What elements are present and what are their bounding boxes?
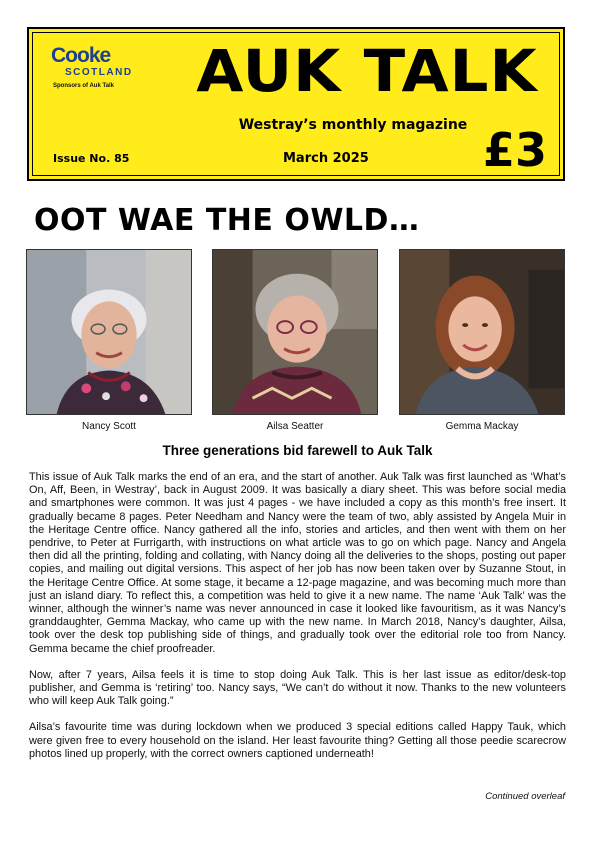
portrait-image [213, 250, 377, 414]
issue-date: March 2025 [283, 151, 369, 166]
article-paragraph: Now, after 7 years, Ailsa feels it is time to stop doing Auk Talk. This is her last issue as editor/desk-top publisher, and Gemma is ‘retiring’ too. Nancy says, “We can’t do without it now. Thanks to the new volunteers who will keep Auk Talk going.” [29, 668, 566, 708]
photo-gemma-mackay [399, 249, 565, 415]
photo-nancy-scott [26, 249, 192, 415]
continued-note: Continued overleaf [485, 791, 565, 802]
price: £3 [482, 123, 547, 177]
issue-number: Issue No. 85 [53, 152, 130, 165]
sponsor-text: Sponsors of Auk Talk [53, 83, 115, 89]
photo-caption: Ailsa Seatter [266, 421, 324, 432]
photo-caption: Gemma Mackay [445, 421, 519, 432]
magazine-tagline: Westray’s monthly magazine [238, 117, 468, 133]
sponsor-logo-word: Cooke [51, 44, 111, 67]
photo-caption: Nancy Scott [82, 421, 136, 432]
masthead [27, 27, 565, 181]
portrait-image [400, 250, 564, 414]
sponsor-logo [45, 45, 155, 91]
article-paragraph: This issue of Auk Talk marks the end of an era, and the start of another. Auk Talk was first launched as ‘What’s On, Aff, Been, in Westray’, back in August 2009. It was basically a diary sheet. This was before social media and smartphones were common. It was just 4 pages - we have included a copy as this month’s free insert. It gradually became 8 pages. Peter Needham and Nancy were the team of two, ably assisted by Angela Muir in the Heritage Centre office. Nancy gathered all the info, stories and articles, and then went with them on her pendrive, to Peter at Furrigarth, with instructions on what article was to go on which page. Nancy and Angela then did all the printing, folding and collating, with Nancy doing all the deliveries to the shops, posting out paper copies, and mailing out digital versions. This aspect of her job has now been taken over by Suzanne Stout, in the Heritage Centre Office. At some stage, it became a 12-page magazine, and was becoming much more than just an island diary. To reflect this, a competition was held to give it a new name. The name ‘Auk Talk’ was the winner, although the winner’s name was never announced in case it looked like favouritism, as it was Nancy’s granddaughter, Gemma Mackay, who came up with the new name. In March 2018, Nancy’s daughter, Ailsa, took over the desk top publishing side of things, and gradually took over the editorial role too from Nancy. Gemma became the chief proofreader. [29, 471, 566, 655]
article-paragraph: Ailsa’s favourite time was during lockdown when we produced 3 special editions called Happy Tauk, which were given free to every household on the island. Her least favourite thing? Getting all those peedie scarecrow photos lined up properly, with the correct owners captioned underneath! [29, 721, 566, 760]
masthead-frame [32, 32, 560, 176]
magazine-title: AUK TALK [196, 37, 538, 105]
photo-ailsa-seatter [212, 249, 378, 415]
subheadline: Three generations bid farewell to Auk Talk [162, 443, 433, 458]
article-body [29, 471, 566, 774]
portrait-image [27, 250, 191, 414]
sponsor-logo-sub: SCOTLAND [65, 67, 133, 78]
headline: OOT WAE THE OWLD… [34, 203, 420, 238]
